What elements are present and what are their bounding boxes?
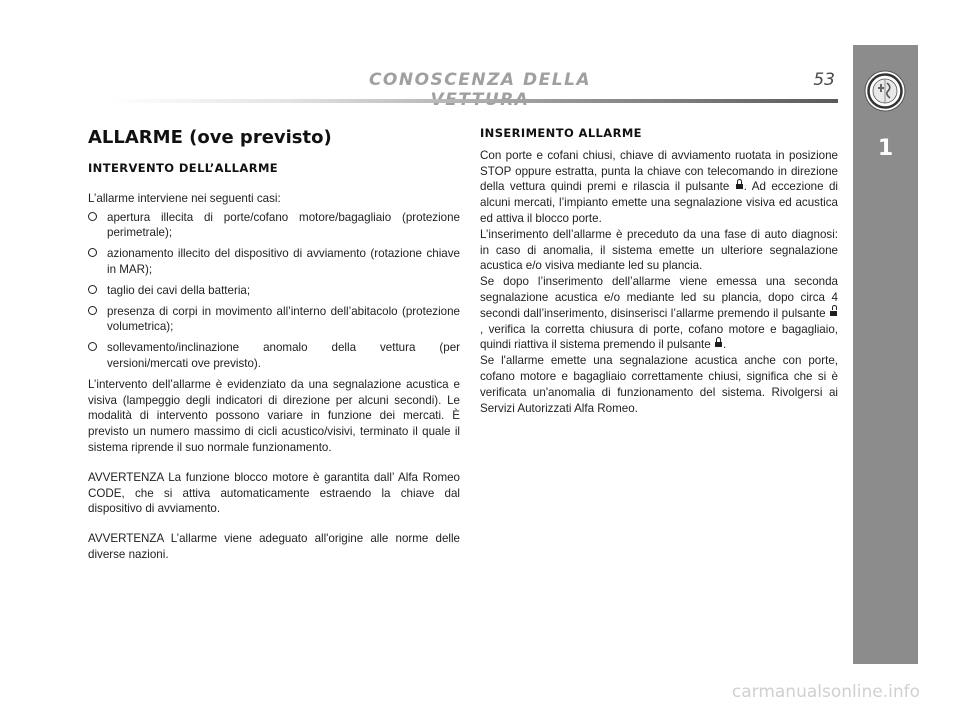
list-item: sollevamento/inclinazione anomalo della vettura (per versioni/mercati ove previsto). — [88, 340, 460, 372]
list-item: azionamento illecito del dispositivo di avviamento (rotazione chiave in MAR); — [88, 246, 460, 278]
subsection-title-inserimento: INSERIMENTO ALLARME — [480, 126, 642, 140]
paragraph-arming: Con porte e cofani chiusi, chiave di avviamento ruotata in posizione STOP oppure estratta, punta la chiave con telecomando in direzione della vettura quindi premi e rilascia il pulsante . Ad eccezione di alcuni mercati, l’impianto emette una segnalazione visiva ed acustica ed attiva il blocco porte. — [480, 148, 838, 225]
page-number: 53 — [813, 70, 835, 90]
chapter-number: 1 — [877, 136, 894, 161]
unlock-icon — [830, 311, 837, 316]
list-item: apertura illecita di porte/cofano motore/bagagliaio (protezione perimetrale); — [88, 210, 460, 242]
bullet-circle-icon — [88, 306, 97, 315]
header-title: CONOSCENZA DELLA — [368, 70, 592, 90]
left-column — [88, 124, 460, 563]
list-item: presenza di corpi in movimento all’interno dell’abitacolo (protezione volumetrica); — [88, 304, 460, 336]
list-item: taglio dei cavi della batteria; — [88, 283, 460, 299]
lock-icon — [715, 342, 722, 347]
bullet-circle-icon — [88, 285, 97, 294]
bullet-circle-icon — [88, 248, 97, 257]
paragraph-diagnosis: L’inserimento dell’allarme è preceduto da una fase di auto diagnosi: in caso di anomalia, il sistema emette un ulteriore segnalazione acustica e/o visiva mediante led su plancia. — [480, 227, 838, 273]
paragraph-second-signal: Se dopo l’inserimento dell’allarme viene emessa una seconda segnalazione acustica e/o mediante led su plancia, dopo circa 4 secondi dall’inserimento, disinserisci l’allarme premendo il pulsante , verifica la corretta chiusura di porte, cofano motore e bagagliaio, quindi riattiva il sistema premendo il pulsante . — [480, 275, 838, 352]
bullet-circle-icon — [88, 212, 97, 221]
header-rule — [110, 99, 838, 103]
watermark: carmanualsonline.info — [731, 682, 920, 702]
lock-icon — [736, 184, 743, 189]
subsection-title-intervento: INTERVENTO DELL’ALLARME — [88, 161, 279, 175]
paragraph-anomaly: Se l'allarme emette una segnalazione acustica anche con porte, cofano motore e bagagliaio correttamente chiusi, significa che si è verificata un'anomalia di funzionamento del sistema. Rivolgersi ai Servizi Autorizzati Alfa Romeo. — [480, 354, 838, 415]
intervention-paragraph: L’intervento dell’allarme è evidenziato da una segnalazione acustica e visiva (lampeggio degli indicatori di direzione per alcuni secondi). Le modalità di intervento possono variare in funzione dei mercati. È previsto un numero massimo di cicli acustico/visivi, terminato il quale il sistema riprende il suo normale funzionamento. — [88, 377, 460, 454]
intro-text: L’allarme interviene nei seguenti casi: — [88, 191, 281, 205]
alfa-romeo-logo — [864, 70, 906, 112]
bullet-circle-icon — [88, 342, 97, 351]
right-column — [480, 124, 838, 416]
section-title: ALLARME (ove previsto) — [88, 127, 332, 148]
warning-code: AVVERTENZA La funzione blocco motore è garantita dall’ Alfa Romeo CODE, che si attiva automaticamente estraendo la chiave dal dispositivo di avviamento. — [88, 470, 460, 516]
cases-list — [88, 210, 460, 372]
warning-norms: AVVERTENZA L’allarme viene adeguato all'origine alle norme delle diverse nazioni. — [88, 532, 460, 561]
